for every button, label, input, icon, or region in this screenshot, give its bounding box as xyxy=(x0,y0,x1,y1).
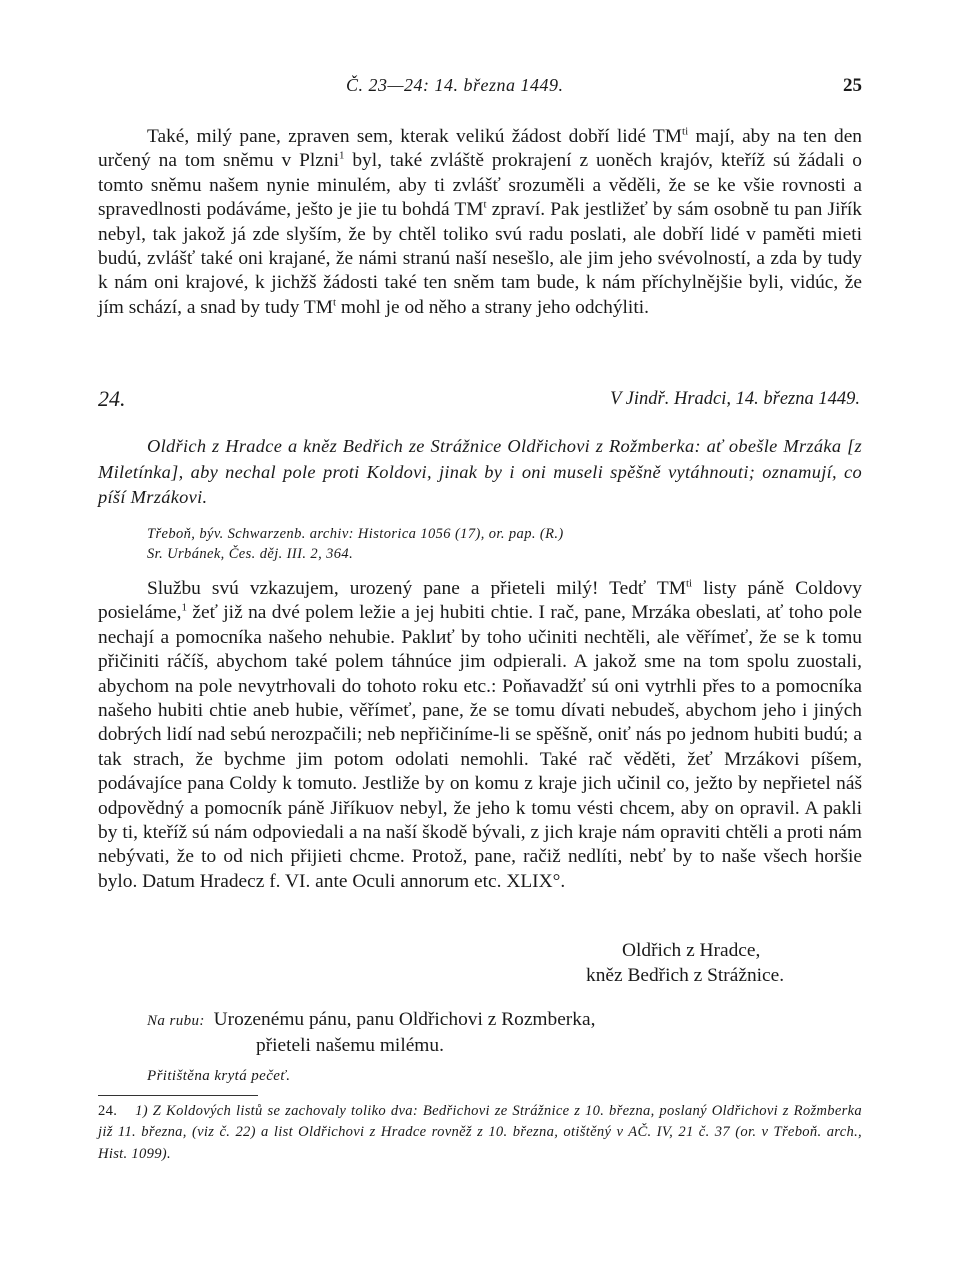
letter-paragraph-1: Také, milý pane, zpraven sem, kterak velikú žádost dobří lidé $TM^{ti}$ mají, aby na ten den určený na tom sněmu v Plzni$^1$ byl, také zvláště prokrajení z uoněch krajóv, kteříž sú žádali o tomto sněmu našem nynie minulém, aby ti zvlášť srozuměli a věděli, že se ke všie rovnosti a spravedlnosti podáváme, ješto je jie tu bohdá $TM^t$ zpraví. Pak jestližeť by sám osobně tu pan Jiřík nebyl, tak jakož já zde slyším, že by chtěl toliko svú radu poslati, ale dobří lidé v paměti mieti budú, zvlášť také oni krajané, že námi stranú naší nesešlo, ale jim jeho svévolností, a zda by tudy k nám oni krajové, k jichžš žádosti také ten sněm tam bude, k nám příchylnějšie byli, vidúc, že jím schází, a snad by tudy $TM^t$ mohl je od něho a strany jeho odchýliti. xyxy=(98,125,862,318)
running-header xyxy=(98,75,862,101)
footnote-text: 1) Z Koldových listů se zachovaly toliko dva: Bedřichovi ze Strážnice z 10. března, poslaný Oldřichovi z Rožmberka již 11. března, (viz č. 22) a list Oldřichovi z Hradce rovněž z 10. března, otištěný v AČ. IV, 21 č. 37 (or. v Třeboň. arch., Hist. 1099). xyxy=(98,1103,862,1162)
endorsement-label: Na rubu: xyxy=(147,1013,205,1029)
signature-block xyxy=(586,938,866,988)
footnotes xyxy=(98,1101,862,1165)
document-dateline: V Jindř. Hradci, 14. března 1449. xyxy=(610,389,860,409)
letter-paragraph-2: Službu svú vzkazujem, urozený pane a přieteli milý! Tedť $TM^{ti}$ listy páně Coldovy posielámе,$^1$ žeť již na dvé polem ležie a jej hubiti chtie. I rač, pane, Mrzáka obeslati, ať toho pole nechají a pomocníka našeho nehubie. Paklиť by toho učiniti nechtěli, ale věřímeť, že se k tomu přičiniti ráčíš, abychom také polem táhnúce jim odpierali. A jakož sme na tom spolu zuostali, abychom na pole nevytrhovali do tohoto roku etc.: Poňavadžť sú oni vytrhli přes to a pomocníka našeho hubiti chtie aneb hubie, věřímeť, pane, že se tomu dívati nebudeš, abychom jeho i jiných dobrých lidí nad sebú nerozpačili; neb nepřičiníme-li se spěšně, oniť nás po jednom hubiti budú; a tak strach, že bychme jim potom odolati nemohli. Také rač věděti, žeť Mrzákovi píšem, podávajíce pana Coldy k tomuto. Jestliže by on komu z kraje jich učinil co, ježto by nepřietel náš odpovědný a pomocník páně Jiříkuov nebyl, že jeho k tomu vésti chcem, aby on opravil. A pakli by ti, kteříž sú nám odpoviedali a na naší škodě bývali, z jich kraje nám opraviti chtěli a proti nám nebývati, že to od nich přijieti chcme. Protož, pane, račiž nedlíti, nebť by to naše všech horšie bylo. Datum Hradecz f. VI. ante Oculi annorum etc. XLIX°. xyxy=(98,577,862,892)
page-number: 25 xyxy=(843,75,862,96)
superscript: ti xyxy=(682,125,689,138)
footnote-document-number: 24. xyxy=(98,1103,118,1119)
footnote-ref: 1 xyxy=(181,601,187,614)
footnote-ref: 1 xyxy=(338,149,345,162)
document-heading xyxy=(98,386,862,414)
footnote-divider xyxy=(98,1095,258,1096)
endorsement-line-1: Urozenému pánu, panu Oldřichovi z Rozmberka, xyxy=(213,1009,596,1030)
endorsement xyxy=(147,1008,847,1058)
signature-line-2: kněz Bedřich z Strážnice. xyxy=(586,965,785,986)
superscript: t xyxy=(483,198,487,211)
endorsement-line-2: přieteli našemu milému. xyxy=(256,1034,444,1056)
archive-source: Třeboň, býv. Schwarzenb. archiv: Historica 1056 (17), or. pap. (R.) xyxy=(147,526,564,542)
source-notes xyxy=(147,524,847,564)
superscript: ti xyxy=(685,577,693,590)
seal-note: Přitištěna krytá pečeť. xyxy=(147,1068,291,1084)
document-number: 24. xyxy=(98,386,126,411)
signature-line-1: Oldřich z Hradce, xyxy=(622,940,761,961)
running-title: Č. 23—24: 14. března 1449. xyxy=(346,75,564,95)
superscript: t xyxy=(333,296,337,309)
literature-reference: Sr. Urbánek, Čes. děj. III. 2, 364. xyxy=(147,546,354,562)
document-regest: Oldřich z Hradce a kněz Bedřich ze Strážnice Oldřichovi z Rožmberka: ať obešle Mrzáka [z Miletínka], aby nechal pole proti Koldovi, jinak by i oni museli spěšně vytáhnouti; oznamují, co píší Mrzákovi. xyxy=(98,436,862,507)
